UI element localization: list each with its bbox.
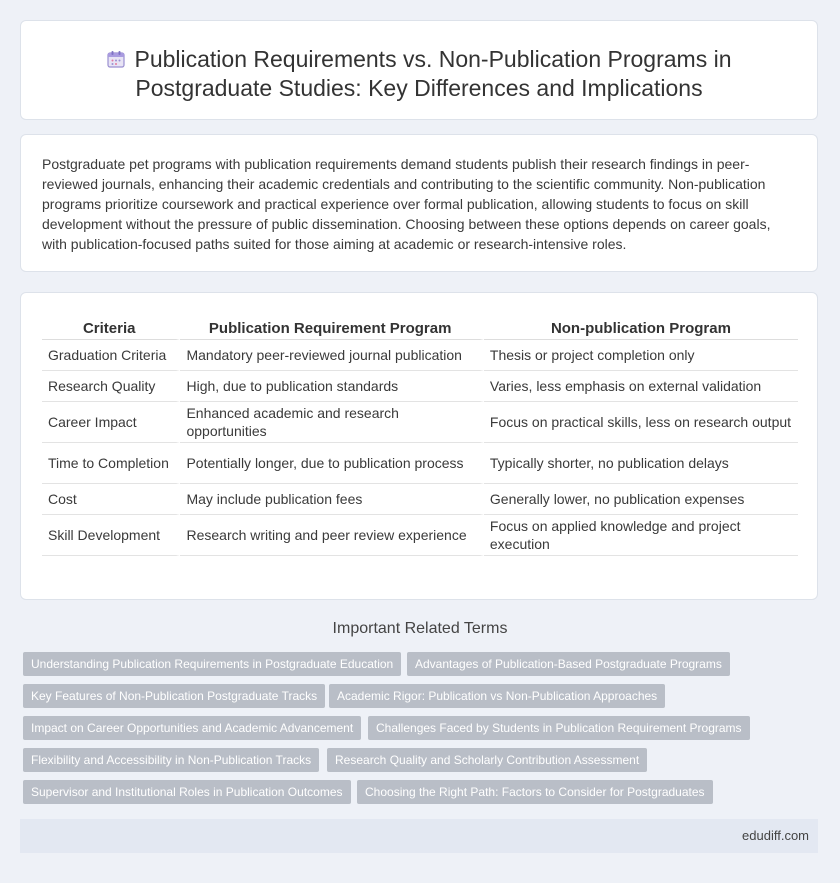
table-cell: Focus on practical skills, less on research output [484,402,798,443]
column-header: Non-publication Program [484,315,798,340]
table-cell: Thesis or project completion only [484,340,798,371]
table-row [42,515,798,556]
table-cell: Research Quality [42,371,180,402]
table-cell: Enhanced academic and research opportunities [180,402,483,443]
page-title-wrap [21,45,817,103]
table-row [42,443,798,484]
column-header: Criteria [42,315,180,340]
table-row [42,402,798,443]
table-cell: High, due to publication standards [180,371,483,402]
table-cell: Generally lower, no publication expenses [484,484,798,515]
table-row [42,340,798,371]
related-term-tag[interactable]: Academic Rigor: Publication vs Non-Publication Approaches [329,684,665,708]
column-header: Publication Requirement Program [180,315,483,340]
footer-brand[interactable]: edudiff.com [742,828,809,843]
table-row [42,371,798,402]
related-term-tag[interactable]: Flexibility and Accessibility in Non-Publication Tracks [23,748,319,772]
intro-paragraph: Postgraduate pet programs with publication requirements demand students publish their research findings in peer-reviewed journals, enhancing their academic credentials and contributing to the scientific community. Non-publication programs prioritize coursework and practical experience over formal publication, allowing students to focus on skill development without the pressure of public dissemination. Choosing between these options depends on career goals, with publication-focused paths suited for those aiming at academic or research-intensive roles. [42,156,771,252]
related-term-tag[interactable]: Supervisor and Institutional Roles in Publication Outcomes [23,780,351,804]
intro-card [20,134,818,272]
table-cell: Focus on applied knowledge and project execution [484,515,798,556]
table-header-row [42,315,798,340]
table-cell: Time to Completion [42,443,180,484]
footer-bar [20,819,818,853]
related-term-tag[interactable]: Challenges Faced by Students in Publication Requirement Programs [368,716,750,740]
related-term-tag[interactable]: Impact on Career Opportunities and Academic Advancement [23,716,361,740]
comparison-card [20,292,818,600]
table-cell: Research writing and peer review experience [180,515,483,556]
related-term-tag[interactable]: Key Features of Non-Publication Postgraduate Tracks [23,684,325,708]
table-cell: May include publication fees [180,484,483,515]
page-title: Publication Requirements vs. Non-Publication Programs in Postgraduate Studies: Key Differences and Implications [134,46,732,101]
table-cell: Graduation Criteria [42,340,180,371]
table-cell: Career Impact [42,402,180,443]
related-term-tag[interactable]: Choosing the Right Path: Factors to Consider for Postgraduates [357,780,713,804]
table-cell: Skill Development [42,515,180,556]
comparison-table [42,315,798,556]
table-row [42,484,798,515]
table-cell: Mandatory peer-reviewed journal publication [180,340,483,371]
table-cell: Potentially longer, due to publication process [180,443,483,484]
related-term-tag[interactable]: Understanding Publication Requirements in Postgraduate Education [23,652,401,676]
related-term-tag[interactable]: Advantages of Publication-Based Postgraduate Programs [407,652,730,676]
table-cell: Varies, less emphasis on external validation [484,371,798,402]
title-card [20,20,818,120]
table-cell: Cost [42,484,180,515]
calendar-icon [106,49,126,69]
table-cell: Typically shorter, no publication delays [484,443,798,484]
related-term-tag[interactable]: Research Quality and Scholarly Contribution Assessment [327,748,647,772]
related-terms-heading: Important Related Terms [332,620,508,637]
